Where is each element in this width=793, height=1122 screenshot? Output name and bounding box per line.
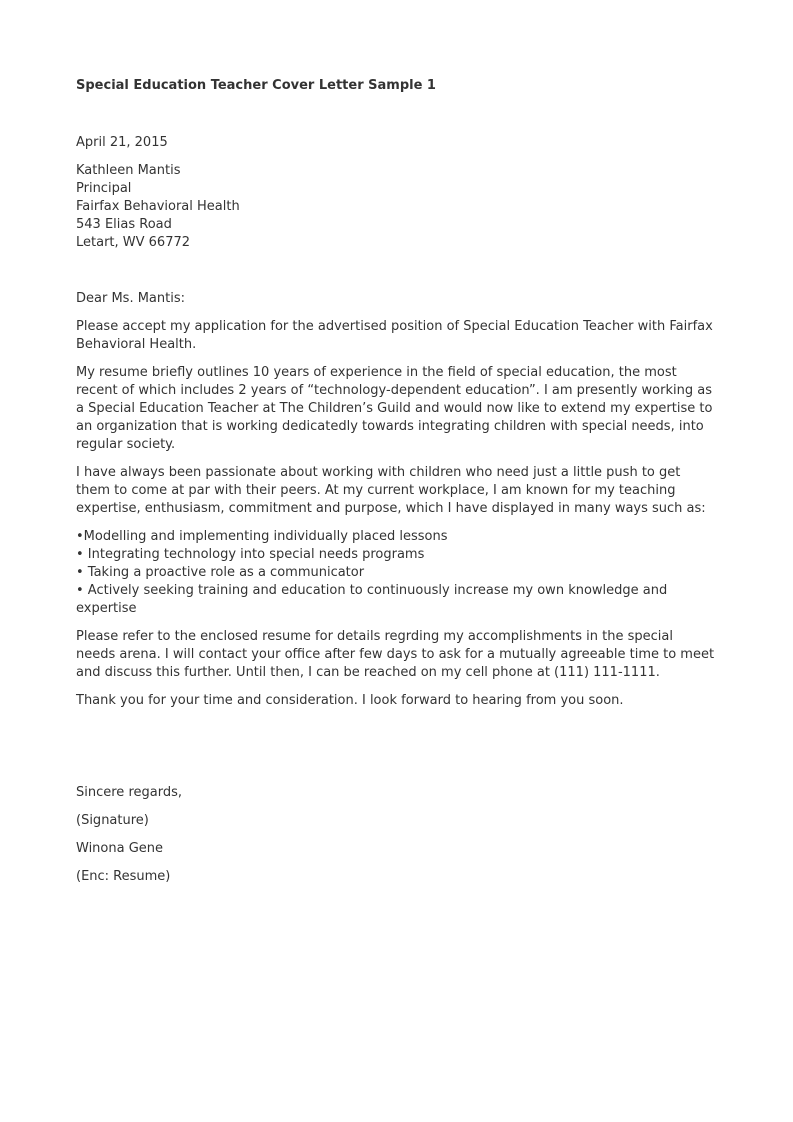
recipient-name: Kathleen Mantis: [76, 163, 181, 178]
bullet-list: [76, 528, 716, 618]
recipient-organization: Fairfax Behavioral Health: [76, 199, 240, 214]
sender-name: Winona Gene: [76, 841, 164, 856]
paragraph-experience: My resume briefly outlines 10 years of experience in the field of special education, the most recent of which includes 2 years of “technology-dependent education”. I am presently working as a Special Education Teacher at The Children’s Guild and would now like to extend my expertise to an organization that is working dedicatedly towards integrating children with special needs, into regular society.: [76, 365, 713, 452]
bullet-item: • Taking a proactive role as a communicator: [76, 565, 365, 580]
enclosure-note: (Enc: Resume): [76, 869, 171, 884]
recipient-role: Principal: [76, 181, 132, 196]
paragraph-thanks: Thank you for your time and consideration. I look forward to hearing from you soon.: [76, 693, 624, 708]
paragraph-intro: Please accept my application for the advertised position of Special Education Teacher with Fairfax Behavioral Health.: [76, 319, 713, 352]
recipient-city: Letart, WV 66772: [76, 235, 191, 250]
recipient-street: 543 Elias Road: [76, 217, 172, 232]
bullet-item: •Modelling and implementing individually placed lessons: [76, 529, 448, 544]
bullet-item: • Integrating technology into special needs programs: [76, 547, 425, 562]
letter-body: [76, 290, 716, 720]
letter-date: April 21, 2015: [76, 135, 168, 150]
salutation: Dear Ms. Mantis:: [76, 291, 185, 306]
letter-closing: [76, 784, 182, 896]
closing-phrase: Sincere regards,: [76, 785, 182, 800]
bullet-item: • Actively seeking training and education to continuously increase my own knowledge and expertise: [76, 583, 668, 616]
signature-placeholder: (Signature): [76, 813, 149, 828]
recipient-address: [76, 162, 240, 252]
document-title: Special Education Teacher Cover Letter Sample 1: [76, 78, 436, 93]
paragraph-resume-reference: Please refer to the enclosed resume for details regrding my accomplishments in the special needs arena. I will contact your office after few days to ask for a mutually agreeable time to meet and discuss this further. Until then, I can be reached on my cell phone at (111) 111-1111.: [76, 629, 715, 680]
paragraph-passion: I have always been passionate about working with children who need just a little push to get them to come at par with their peers. At my current workplace, I am known for my teaching expertise, enthusiasm, commitment and purpose, which I have displayed in many ways such as:: [76, 465, 706, 516]
